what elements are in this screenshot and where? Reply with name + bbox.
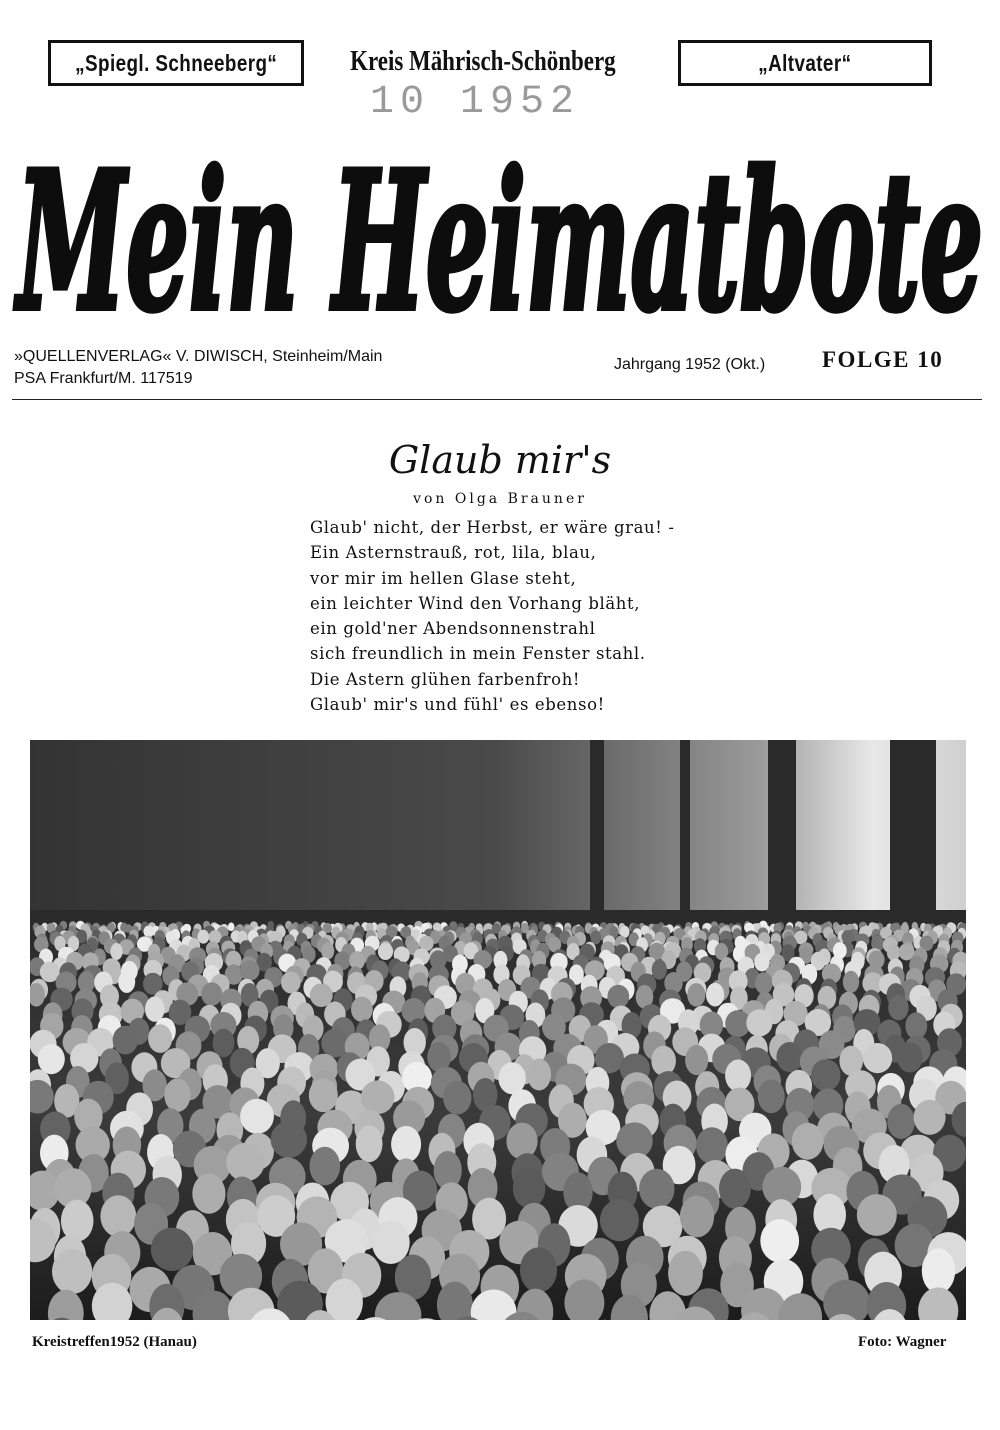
crowd-head [651,1046,676,1076]
crowd-head [145,996,165,1021]
photo-caption: Kreistreffen1952 (Hanau) [32,1334,197,1350]
issue-number: FOLGE 10 [822,347,944,372]
masthead-title [8,96,992,346]
crowd-head [351,997,373,1022]
photo-credit: Foto: Wagner [858,1334,947,1350]
header-box-left-text: „Spiegl. Schneeberg“ [74,49,278,76]
crowd-head [192,1174,225,1214]
date-stamp: 10 1952 [370,80,581,125]
masthead-title-text: Mein Heimatbote [13,130,984,346]
poem-line: vor mir im hellen Glase steht, [310,568,577,588]
poem-author: von Olga Brauner [413,491,587,507]
crowd-head [600,1199,639,1241]
crowd-head [520,1247,557,1292]
crowd-head [281,971,301,993]
crowd-head [110,943,122,960]
crowd-head [391,1126,421,1163]
crowd-head [52,1249,92,1294]
volume-date: Jahrgang 1952 (Okt.) [614,356,766,373]
crowd-head [378,943,393,960]
crowd-head [758,1080,785,1114]
crowd-head [887,944,900,961]
crowd-head [639,1169,674,1209]
crowd-head [922,1248,955,1293]
poem-line: Glaub' nicht, der Herbst, er wäre grau! - [310,518,675,537]
crowd-head [897,1042,923,1072]
crowd-head [151,1228,194,1271]
poem-line: sich freundlich in mein Fenster stahl. [310,644,646,664]
crowd-head [696,1127,728,1164]
crowd-head [61,1200,94,1242]
crowd-head [685,1045,708,1075]
crowd-head [201,982,222,1006]
crowd-head [842,930,855,944]
crowd-head [914,1100,946,1135]
crowd-head [321,1029,349,1058]
crowd-head [197,930,209,944]
crowd-head [309,1079,338,1113]
crowd-head [310,1147,341,1186]
crowd-head [591,931,602,945]
crowd-photograph [30,740,966,1320]
crowd-head [792,1123,824,1160]
crowd-head [213,1029,235,1058]
postal-line: PSA Frankfurt/M. 117519 [14,370,193,387]
crowd-head [164,1078,190,1112]
crowd-head [668,1251,703,1296]
poem-line: ein leichter Wind den Vorhang bläht, [310,593,641,613]
crowd-head [356,1125,383,1162]
crowd-head [148,1024,172,1053]
crowd-head [527,1059,551,1091]
header-divider [12,399,982,400]
crowd-head [755,972,773,994]
header-district-title [318,46,648,78]
poem-line: ein gold'ner Abendsonnenstrahl [310,619,596,639]
crowd-head [113,1026,138,1055]
crowd-head [719,1169,751,1209]
crowd-head [271,1121,307,1158]
publisher-line: »QUELLENVERLAG« V. DIWISCH, Steinheim/Main [14,348,383,365]
crowd-head [443,1081,471,1115]
crowd-head [226,1143,264,1182]
crowd-head [888,995,908,1020]
crowd-head [240,960,260,980]
crowd-head [687,983,705,1007]
crowd-head [118,971,135,993]
crowd-head [760,1219,799,1262]
crowd-head [776,1042,803,1072]
crowd-head [811,1059,840,1091]
crowd-head [680,1196,714,1238]
crowd-head [513,1168,546,1208]
crowd-photo-illustration [30,740,966,1320]
crowd-head [863,1043,892,1073]
crowd-head [100,1195,136,1237]
crowd-head [905,1012,927,1039]
crowd-head [746,1009,772,1036]
crowd-head [372,1221,410,1264]
poem-line: Ein Asternstrauß, rot, lila, blau, [310,543,597,563]
crowd-head [652,959,667,979]
header-box-right-text: „Altvater“ [758,49,852,76]
header-district-text: Kreis Mährisch-Schönberg [350,46,616,77]
poem-line: Glaub' mir's und fühl' es ebenso! [310,695,605,715]
crowd-head [361,1080,395,1114]
poem-body [310,515,740,717]
crowd-head [240,1099,274,1134]
crowd-head [321,943,334,960]
crowd-head [706,983,724,1007]
crowd-head [38,1044,65,1074]
crowd-head [607,985,629,1009]
crowd-head [725,1060,751,1092]
crowd-head [857,1194,897,1236]
header-box-spiegl-schneeberg [48,40,304,86]
crowd-head [843,971,859,993]
crowd-head [887,1104,915,1139]
header-box-altvater [678,40,932,86]
poem-line: Die Astern glühen farbenfroh! [310,669,581,689]
poem-title: Glaub mir's [388,438,612,482]
crowd-head [506,1123,537,1160]
